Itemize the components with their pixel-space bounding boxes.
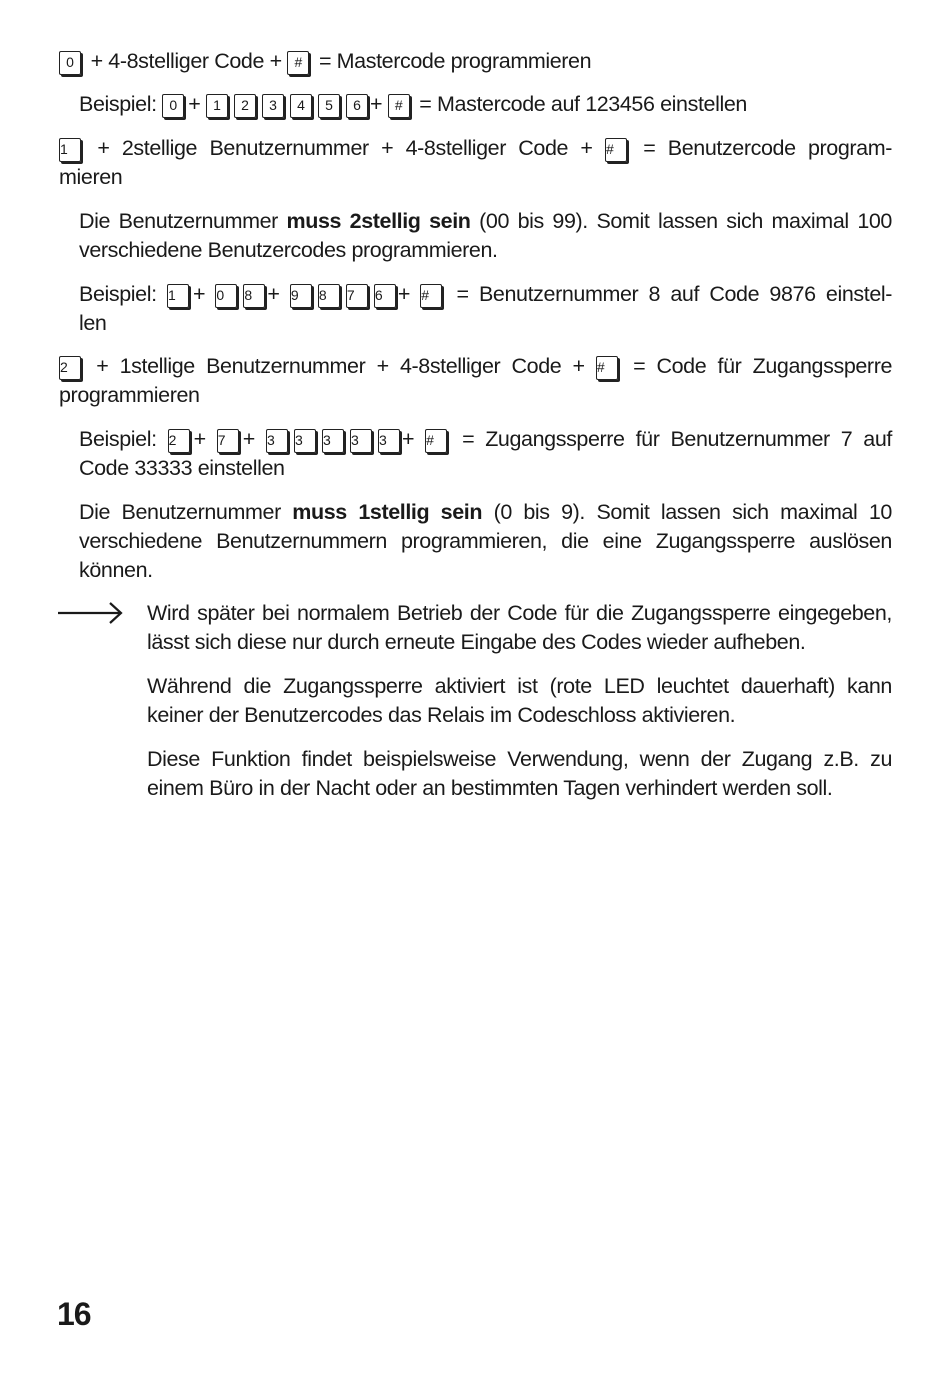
hint-p1-line2: lässt sich diese nur durch erneute Eingabe des Codes wieder aufheben. [147,630,806,654]
example-result: = Zugangssperre für Benutzernummer 7 auf [462,427,892,451]
key-7: 7 [346,284,368,308]
key-4: 4 [290,94,312,118]
example-label: Beispiel: [79,427,157,451]
note-text: (00 bis 99). Somit lassen sich maximal 100 [479,209,892,233]
master-code-example [79,90,747,119]
example-label: Beispiel: [79,92,157,116]
plus-sign: + [192,282,206,306]
rule-text: + 2stellige Benutzernummer + 4-8stelliger Code + [97,136,593,160]
user-code-example [79,280,892,309]
key-0: 0 [59,51,81,75]
key-hash: # [425,429,447,453]
lock-code-rule [59,352,892,381]
key-3: 3 [294,429,316,453]
lock-code-example [79,425,892,454]
user-code-example-cont: len [79,311,107,335]
example-result: = Mastercode auf 123456 einstellen [419,92,747,116]
user-code-rule [59,134,892,163]
plus-sign: + [193,427,206,451]
note-emphasis: muss 1stellig sein [292,500,483,524]
key-9: 9 [290,284,312,308]
key-1: 1 [167,284,189,308]
note-emphasis: muss 2stellig sein [286,209,471,233]
plus-sign: + [242,427,255,451]
rule-text: + 1stellige Benutzernummer + 4-8stelliger Code + [96,354,585,378]
key-1: 1 [59,138,81,162]
user-code-note-cont: verschiedene Benutzercodes programmieren. [79,238,498,262]
rule-result: = Mastercode programmieren [318,49,592,73]
key-sequence [290,280,398,309]
key-sequence [266,425,402,454]
key-0: 0 [162,94,184,118]
key-8: 8 [318,284,340,308]
plus-sign: + [188,92,201,116]
note-text: Die Benutzernummer [79,500,281,524]
lock-code-note [79,498,892,527]
plus-sign: + [369,92,383,116]
lock-code-note-end: können. [79,558,153,582]
lock-code-rule-cont: programmieren [59,383,200,407]
note-text: (0 bis 9). Somit lassen sich maximal 10 [493,500,892,524]
plus-sign: + [401,427,415,451]
page-number: 16 [57,1296,91,1332]
key-3: 3 [350,429,372,453]
key-2: 2 [234,94,256,118]
key-8: 8 [243,284,265,308]
key-0: 0 [215,284,237,308]
key-5: 5 [318,94,340,118]
key-hash: # [388,94,410,118]
rule-result: = Code für Zugangssperre [633,354,893,378]
hint-p3-line2: einem Büro in der Nacht oder an bestimmten Tagen verhindert werden soll. [147,776,833,800]
rule-result: = Benutzercode program- [643,136,893,160]
hint-p2-line2: keiner der Benutzercodes das Relais im Codeschloss aktivieren. [147,703,736,727]
master-code-rule [59,47,591,76]
hint-p2-line1: Während die Zugangssperre aktiviert ist (rote LED leuchtet dauerhaft) kann [147,674,892,698]
plus-sign: + [397,282,410,306]
key-hash: # [596,356,618,380]
example-label: Beispiel: [79,282,157,306]
key-hash: # [287,51,309,75]
key-6: 6 [374,284,396,308]
note-text: Die Benutzernummer [79,209,278,233]
rule-text: + 4-8stelliger Code + [90,49,282,73]
plus-sign: + [267,282,280,306]
key-7: 7 [217,429,239,453]
key-3: 3 [266,429,288,453]
example-result: = Benutzernummer 8 auf Code 9876 einstel- [456,282,893,306]
key-3: 3 [262,94,284,118]
key-3: 3 [322,429,344,453]
key-hash: # [605,138,627,162]
key-hash: # [420,284,442,308]
key-6: 6 [346,94,368,118]
user-code-note [79,207,892,236]
lock-code-example-cont: Code 33333 einstellen [79,456,285,480]
key-3: 3 [378,429,400,453]
lock-code-note-cont: verschiedene Benutzernummern programmieren, die eine Zugangssperre auslösen [79,529,892,553]
key-1: 1 [206,94,228,118]
key-sequence [206,90,370,119]
key-2: 2 [168,429,190,453]
user-code-rule-cont: mieren [59,165,123,189]
hint-p3-line1: Diese Funktion findet beispielsweise Verwendung, wenn der Zugang z.B. zu [147,747,892,771]
hint-p1-line1: Wird später bei normalem Betrieb der Code für die Zugangssperre eingegeben, [147,601,892,625]
key-sequence [215,280,267,309]
key-2: 2 [59,356,81,380]
arrow-right-icon [58,600,124,626]
